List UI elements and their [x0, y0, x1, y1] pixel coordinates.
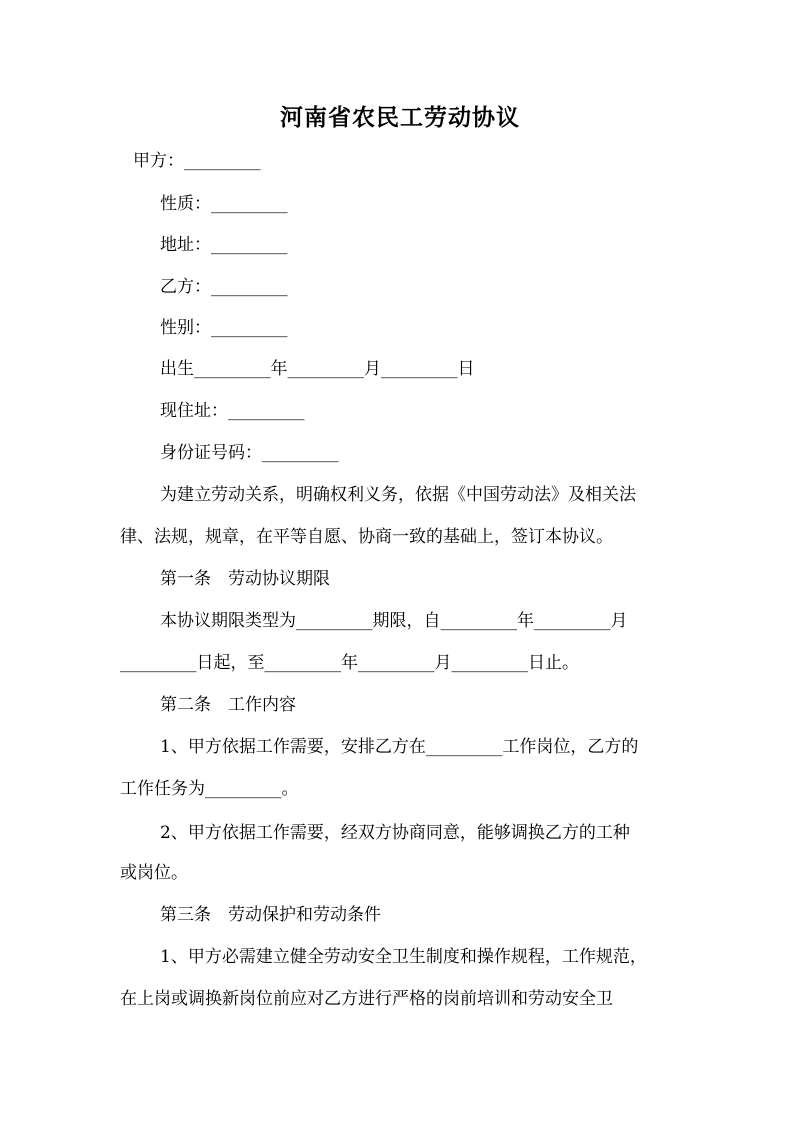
article-1-heading: 第一条 劳动协议期限	[160, 569, 330, 589]
address-line	[160, 224, 288, 266]
end-day-blank: _________	[451, 653, 528, 673]
birth-month-blank: _________	[287, 359, 364, 379]
task-label: 工作任务为	[120, 779, 205, 799]
gender-blank: _________	[211, 318, 288, 338]
birth-day-label: 日	[457, 359, 475, 379]
current-address-blank: _________	[228, 401, 305, 421]
start-day-label: 日起，至	[196, 653, 265, 673]
current-address-label: 现住址：	[160, 401, 228, 421]
task-blank: _________	[205, 779, 282, 799]
party-a-label: 甲方：	[133, 151, 184, 171]
article-3-item-1-line-1: 1、甲方必需建立健全劳动安全卫生制度和操作规程，工作规范，	[160, 947, 647, 967]
article-2-item-1-line-2	[120, 768, 299, 810]
end-year-label: 年	[341, 653, 358, 673]
term-type-label: 本协议期限类型为	[160, 611, 296, 631]
article-3-heading: 第三条 劳动保护和劳动条件	[160, 905, 381, 925]
id-number-blank: _________	[262, 443, 339, 463]
end-month-blank: _________	[358, 653, 435, 673]
nature-blank: _________	[211, 194, 288, 214]
party-b-label: 乙方：	[160, 277, 211, 297]
party-a-blank: _________	[184, 151, 261, 171]
article-2-item-2-line-1: 2、甲方依据工作需要，经双方协商同意，能够调换乙方的工种	[160, 823, 630, 843]
article-3-item-1-line-2: 在上岗或调换新岗位前应对乙方进行严格的岗前培训和劳动安全卫	[120, 989, 613, 1009]
address-blank: _________	[211, 235, 288, 255]
start-month-blank: _________	[534, 611, 611, 631]
party-a-line	[133, 140, 261, 182]
address-label: 地址：	[160, 235, 211, 255]
gender-line	[160, 307, 288, 349]
post-suffix: 工作岗位，乙方的	[502, 737, 639, 757]
birth-year-blank: _________	[194, 359, 271, 379]
gender-label: 性别：	[160, 318, 211, 338]
id-number-line	[160, 432, 339, 474]
term-type-blank: _________	[296, 611, 373, 631]
end-year-blank: _________	[264, 653, 341, 673]
preamble-line-2: 律、法规，规章，在平等自愿、协商一致的基础上，签订本协议。	[120, 527, 613, 547]
article-2-item-2-line-2: 或岗位。	[120, 863, 188, 883]
end-month-label: 月	[434, 653, 452, 673]
party-b-blank: _________	[211, 277, 288, 297]
start-day-blank: _________	[120, 653, 197, 673]
start-year-blank: _________	[440, 611, 517, 631]
nature-line	[160, 183, 288, 225]
preamble-line-1: 为建立劳动关系，明确权利义务，依据《中国劳动法》及相关法	[160, 485, 636, 505]
id-number-label: 身份证号码：	[160, 443, 262, 463]
birth-year-label: 年	[270, 359, 288, 379]
current-address-line	[160, 390, 305, 432]
nature-label: 性质：	[160, 194, 211, 214]
post-blank: _________	[425, 737, 503, 757]
article-1-para-line-1	[160, 600, 628, 642]
post-label: 1、甲方依据工作需要，安排乙方在	[160, 737, 426, 757]
birth-label: 出生	[160, 359, 194, 379]
article-2-heading: 第二条 工作内容	[160, 695, 296, 715]
term-from-label: 期限，自	[372, 611, 441, 631]
article-1-para-line-2	[120, 642, 579, 684]
birth-line	[160, 348, 475, 390]
start-year-label: 年	[517, 611, 534, 631]
article-2-item-1-line-1	[160, 726, 638, 768]
document-title: 河南省农民工劳动协议	[280, 104, 520, 131]
end-day-label: 日止。	[528, 653, 579, 673]
party-b-line	[160, 266, 288, 308]
birth-day-blank: _________	[381, 359, 458, 379]
start-month-label: 月	[610, 611, 628, 631]
task-end: 。	[281, 779, 299, 799]
birth-month-label: 月	[364, 359, 381, 379]
